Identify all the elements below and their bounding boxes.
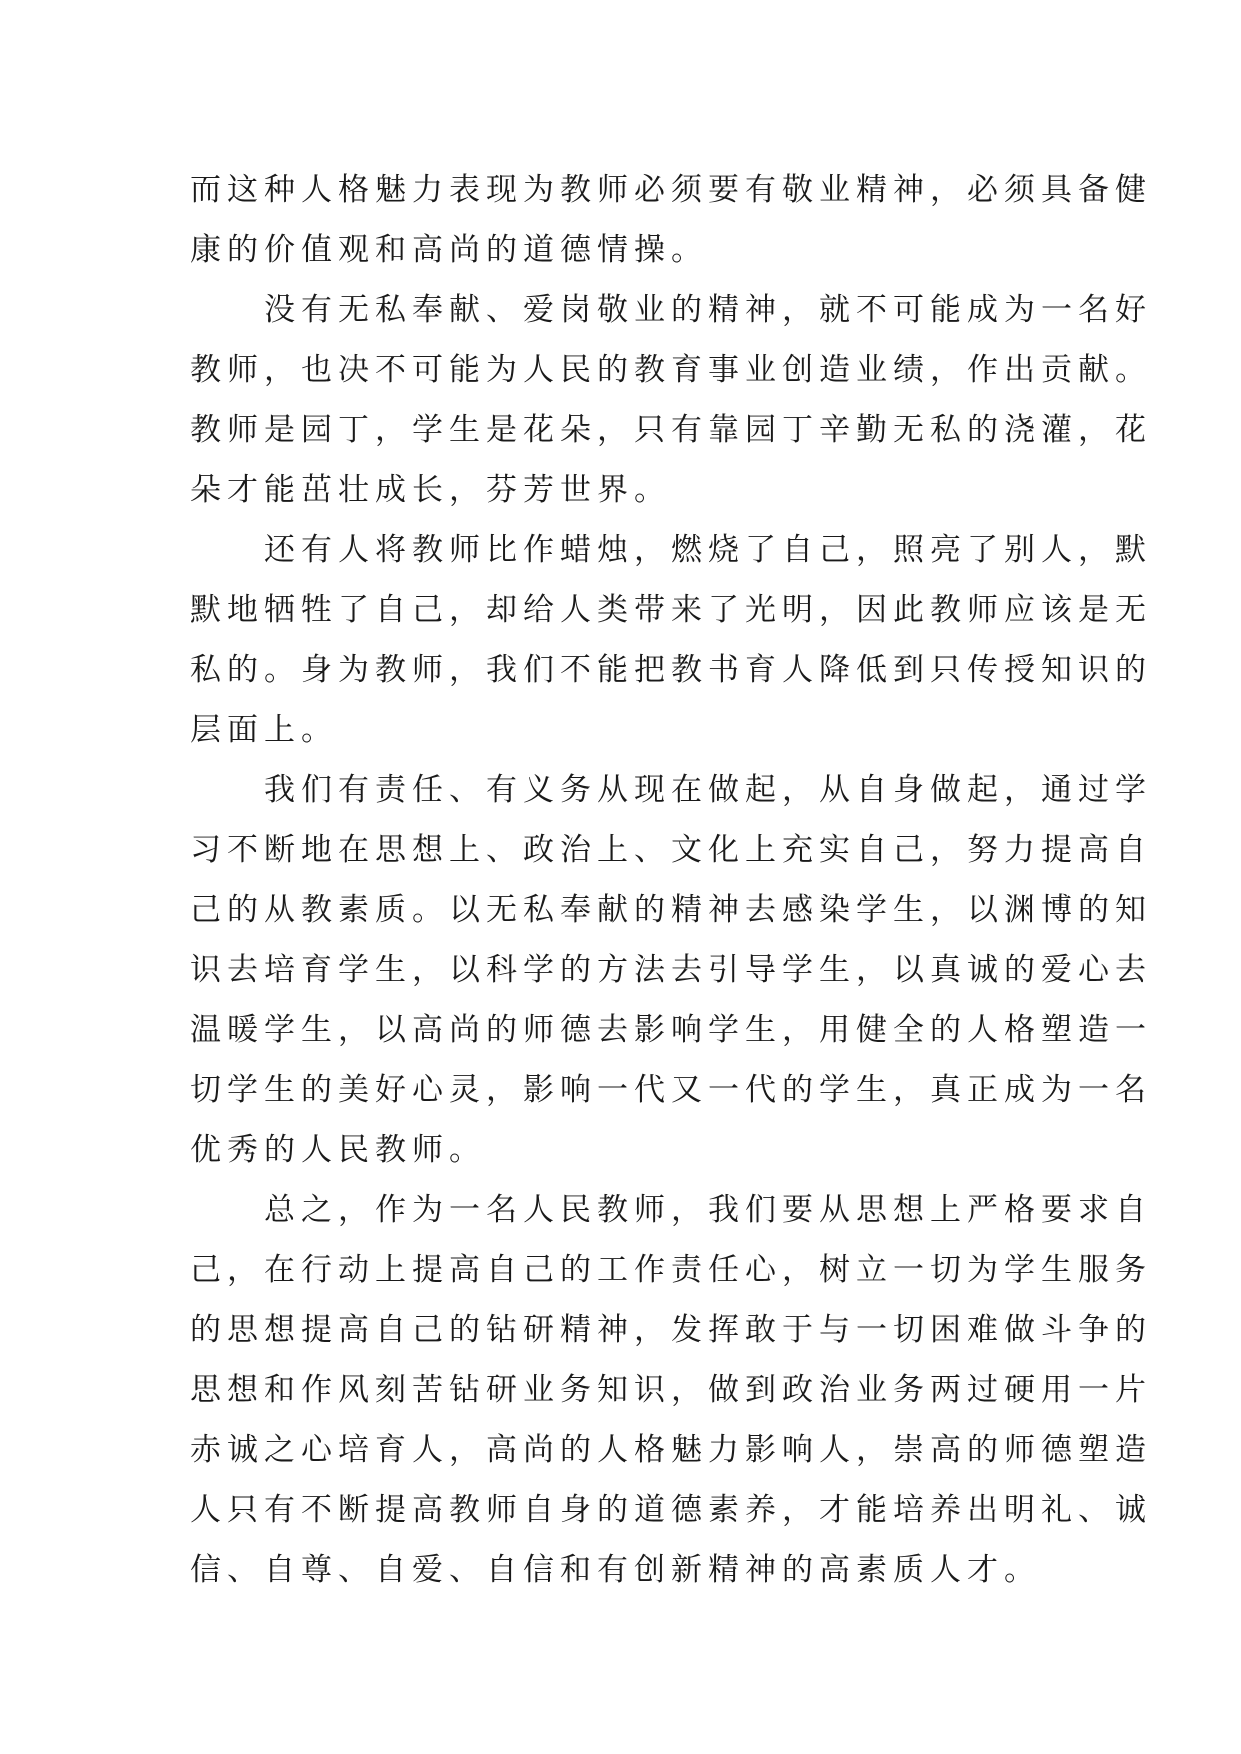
text-line: 思想和作风刻苦钻研业务知识，做到政治业务两过硬用一片 [190,1372,1152,1408]
text-line: 信、自尊、自爱、自信和有创新精神的高素质人才。 [190,1552,1041,1588]
text-line: 己，在行动上提高自己的工作责任心，树立一切为学生服务 [190,1252,1152,1288]
text-line: 层面上。 [190,712,338,748]
text-line: 习不断地在思想上、政治上、文化上充实自己，努力提高自 [190,832,1152,868]
document-body [190,160,1152,1600]
text-line: 识去培育学生，以科学的方法去引导学生，以真诚的爱心去 [190,952,1152,988]
text-line: 温暖学生，以高尚的师德去影响学生，用健全的人格塑造一 [190,1012,1152,1048]
text-line: 切学生的美好心灵，影响一代又一代的学生，真正成为一名 [190,1072,1152,1108]
text-line: 赤诚之心培育人，高尚的人格魅力影响人，崇高的师德塑造 [190,1432,1152,1468]
text-line: 教师，也决不可能为人民的教育事业创造业绩，作出贡献。 [190,352,1152,388]
text-line: 没有无私奉献、爱岗敬业的精神，就不可能成为一名好 [190,292,1152,328]
text-line: 总之，作为一名人民教师，我们要从思想上严格要求自 [190,1192,1152,1228]
text-line: 朵才能茁壮成长，芬芳世界。 [190,472,671,508]
text-line: 私的。身为教师，我们不能把教书育人降低到只传授知识的 [190,652,1152,688]
text-line: 默地牺牲了自己，却给人类带来了光明，因此教师应该是无 [190,592,1152,628]
text-line: 康的价值观和高尚的道德情操。 [190,232,708,268]
text-line: 优秀的人民教师。 [190,1132,486,1168]
text-line: 人只有不断提高教师自身的道德素养，才能培养出明礼、诚 [190,1492,1152,1528]
text-line: 而这种人格魅力表现为教师必须要有敬业精神，必须具备健 [190,172,1152,208]
text-line: 我们有责任、有义务从现在做起，从自身做起，通过学 [190,772,1152,808]
text-line: 教师是园丁，学生是花朵，只有靠园丁辛勤无私的浇灌，花 [190,412,1152,448]
text-line: 己的从教素质。以无私奉献的精神去感染学生，以渊博的知 [190,892,1152,928]
text-line: 还有人将教师比作蜡烛，燃烧了自己，照亮了别人，默 [190,532,1152,568]
text-line: 的思想提高自己的钻研精神，发挥敢于与一切困难做斗争的 [190,1312,1152,1348]
